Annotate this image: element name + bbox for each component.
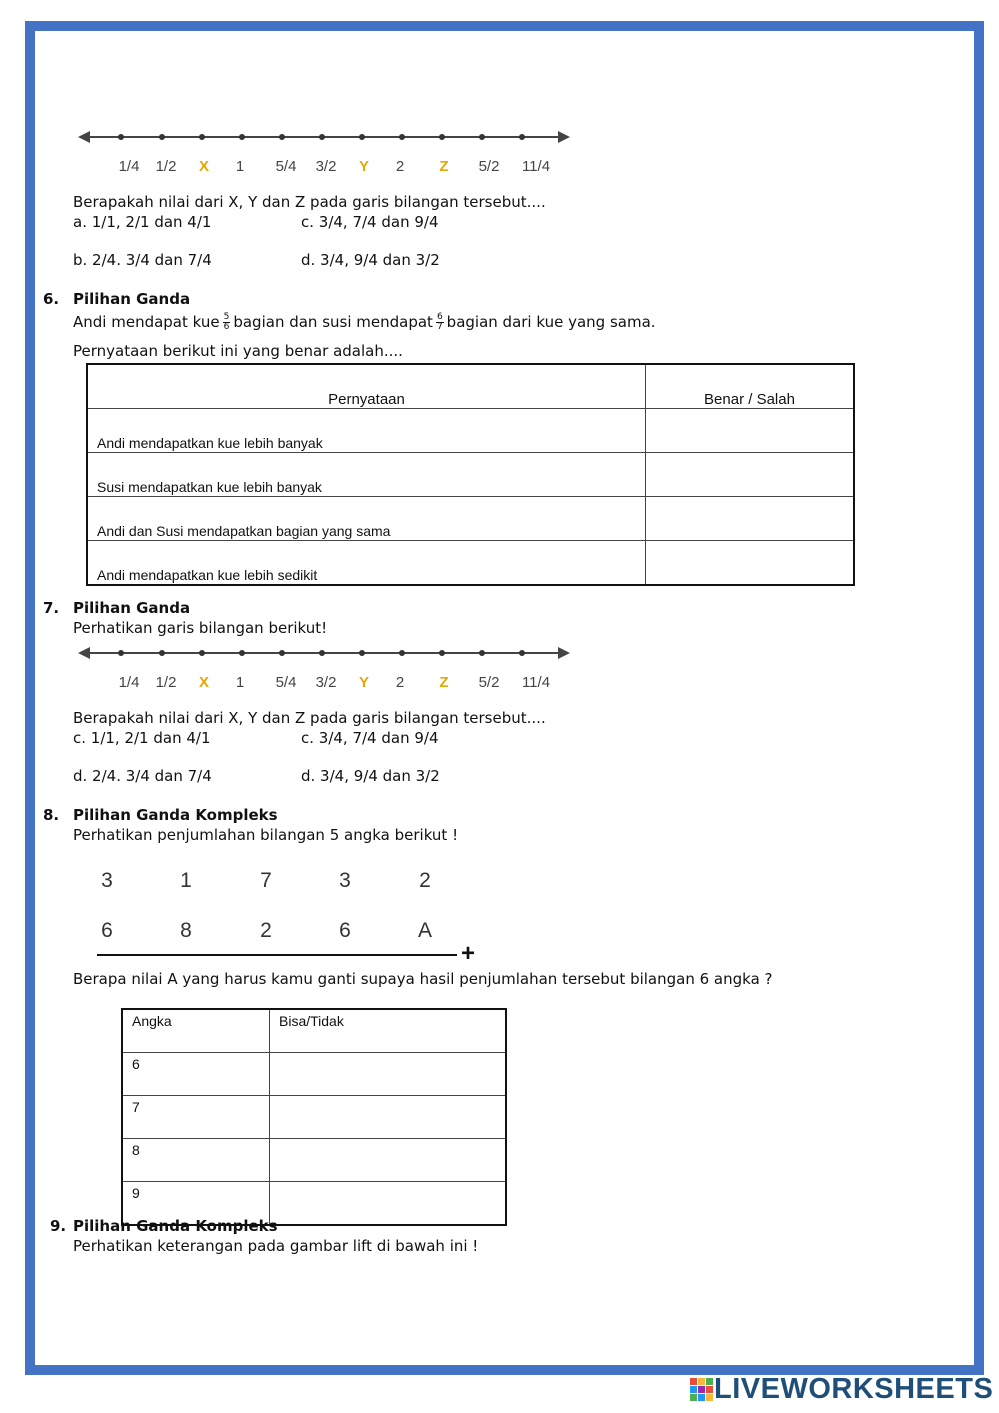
liveworksheets-logo bbox=[690, 1373, 993, 1406]
number-line-label: 5/2 bbox=[478, 674, 500, 691]
statement-cell: Andi mendapatkan kue lebih banyak bbox=[87, 409, 646, 453]
number-line-label: 11/4 bbox=[521, 674, 551, 691]
number-line-label: 1 bbox=[235, 158, 245, 175]
statement-cell: Andi dan Susi mendapatkan bagian yang sama bbox=[87, 497, 646, 541]
header-benar-salah: Benar / Salah bbox=[646, 364, 855, 409]
table-row bbox=[122, 1096, 506, 1139]
q6-text-2: bagian dan susi mendapat bbox=[233, 313, 433, 331]
answer-cell[interactable] bbox=[646, 409, 855, 453]
q9-number: 9. bbox=[50, 1217, 67, 1235]
addend2-digit-A: A bbox=[417, 919, 433, 942]
table-row bbox=[87, 453, 854, 497]
q7-instruction: Perhatikan garis bilangan berikut! bbox=[73, 619, 328, 637]
q6-statement bbox=[73, 308, 656, 336]
q8-number: 8. bbox=[43, 806, 60, 824]
addend1-digit-1: 3 bbox=[101, 869, 113, 892]
digit-cell: 8 bbox=[122, 1139, 270, 1182]
answer-cell[interactable] bbox=[270, 1182, 507, 1226]
number-line-label: 5/4 bbox=[275, 158, 297, 175]
table-row bbox=[122, 1053, 506, 1096]
addend2-digit-3: 2 bbox=[260, 919, 272, 942]
table-header-row bbox=[87, 364, 854, 409]
number-line-label: 1 bbox=[235, 674, 245, 691]
q6-prompt: Pernyataan berikut ini yang benar adalah.... bbox=[73, 342, 403, 360]
q5-question: Berapakah nilai dari X, Y dan Z pada garis bilangan tersebut.... bbox=[73, 193, 546, 211]
statement-cell: Andi mendapatkan kue lebih sedikit bbox=[87, 541, 646, 586]
number-line-label: 2 bbox=[395, 158, 405, 175]
number-line-label: 1/4 bbox=[118, 158, 140, 175]
q7-question: Berapakah nilai dari X, Y dan Z pada garis bilangan tersebut.... bbox=[73, 709, 546, 727]
answer-cell[interactable] bbox=[646, 453, 855, 497]
answer-cell[interactable] bbox=[270, 1139, 507, 1182]
q5-option-b[interactable]: b. 2/4. 3/4 dan 7/4 bbox=[73, 251, 212, 269]
number-line-label: Y bbox=[358, 674, 370, 691]
q8-type: Pilihan Ganda Kompleks bbox=[73, 806, 278, 824]
table-row bbox=[87, 409, 854, 453]
number-line-label: Z bbox=[439, 674, 449, 691]
number-line-label: 2 bbox=[395, 674, 405, 691]
q7-option-d2[interactable]: d. 3/4, 9/4 dan 3/2 bbox=[301, 767, 440, 785]
q6-text-3: bagian dari kue yang sama. bbox=[446, 313, 656, 331]
answer-cell[interactable] bbox=[270, 1053, 507, 1096]
number-line-label: Y bbox=[358, 158, 370, 175]
q7-option-c[interactable]: c. 1/1, 2/1 dan 4/1 bbox=[73, 729, 211, 747]
table-row bbox=[87, 541, 854, 586]
number-line-label: 3/2 bbox=[315, 674, 337, 691]
digit-cell: 6 bbox=[122, 1053, 270, 1096]
number-line-label: X bbox=[198, 158, 210, 175]
addend1-digit-2: 1 bbox=[180, 869, 192, 892]
header-bisa-tidak: Bisa/Tidak bbox=[270, 1009, 507, 1053]
q6-type: Pilihan Ganda bbox=[73, 290, 191, 308]
answer-cell[interactable] bbox=[270, 1096, 507, 1139]
addend1-digit-4: 3 bbox=[339, 869, 351, 892]
number-line-label: 1/2 bbox=[155, 674, 177, 691]
addend1-digit-3: 7 bbox=[260, 869, 272, 892]
number-line-2 bbox=[76, 640, 576, 666]
number-line-label: 5/4 bbox=[275, 674, 297, 691]
number-line-label: 3/2 bbox=[315, 158, 337, 175]
q7-number: 7. bbox=[43, 599, 60, 617]
addend2-digit-4: 6 bbox=[339, 919, 351, 942]
q8-instruction: Perhatikan penjumlahan bilangan 5 angka berikut ! bbox=[73, 826, 459, 844]
q5-option-c[interactable]: c. 3/4, 7/4 dan 9/4 bbox=[301, 213, 439, 231]
q7-type: Pilihan Ganda bbox=[73, 599, 191, 617]
table-row bbox=[87, 497, 854, 541]
q9-type: Pilihan Ganda Kompleks bbox=[73, 1217, 278, 1235]
q6-statement-table bbox=[86, 363, 855, 586]
liveworksheets-logo-icon bbox=[690, 1378, 714, 1402]
q6-number: 6. bbox=[43, 290, 60, 308]
digit-cell: 7 bbox=[122, 1096, 270, 1139]
sum-line bbox=[97, 954, 457, 956]
plus-sign: + bbox=[461, 940, 476, 967]
answer-cell[interactable] bbox=[646, 497, 855, 541]
q5-option-a[interactable]: a. 1/1, 2/1 dan 4/1 bbox=[73, 213, 212, 231]
q5-option-d[interactable]: d. 3/4, 9/4 dan 3/2 bbox=[301, 251, 440, 269]
brand-name: LIVEWORKSHEETS bbox=[714, 1373, 994, 1405]
table-row bbox=[122, 1139, 506, 1182]
number-line-label: 11/4 bbox=[521, 158, 551, 175]
statement-cell: Susi mendapatkan kue lebih banyak bbox=[87, 453, 646, 497]
number-line-label: Z bbox=[439, 158, 449, 175]
number-line-1-labels bbox=[0, 158, 999, 178]
fraction-six-sevenths: $\frac{6}{7}$ bbox=[436, 312, 443, 332]
q6-text-1: Andi mendapat kue bbox=[73, 313, 220, 331]
number-line-label: 1/4 bbox=[118, 674, 140, 691]
q7-option-c2[interactable]: c. 3/4, 7/4 dan 9/4 bbox=[301, 729, 439, 747]
header-angka: Angka bbox=[122, 1009, 270, 1053]
number-line-2-labels bbox=[0, 674, 999, 694]
fraction-five-sixths: $\frac{5}{6}$ bbox=[223, 312, 230, 332]
q8-question: Berapa nilai A yang harus kamu ganti supaya hasil penjumlahan tersebut bilangan 6 angka ? bbox=[73, 970, 773, 988]
q9-instruction: Perhatikan keterangan pada gambar lift di bawah ini ! bbox=[73, 1237, 479, 1255]
number-line-label: 1/2 bbox=[155, 158, 177, 175]
number-line-1 bbox=[76, 124, 576, 150]
answer-cell[interactable] bbox=[646, 541, 855, 586]
q7-option-d[interactable]: d. 2/4. 3/4 dan 7/4 bbox=[73, 767, 212, 785]
digit-cell: 9 bbox=[122, 1182, 270, 1226]
header-pernyataan: Pernyataan bbox=[87, 364, 646, 409]
addend2-digit-2: 8 bbox=[180, 919, 192, 942]
table-header-row bbox=[122, 1009, 506, 1053]
addend1-digit-5: 2 bbox=[419, 869, 431, 892]
addend2-digit-1: 6 bbox=[101, 919, 113, 942]
q8-answer-table bbox=[121, 1008, 507, 1226]
number-line-label: X bbox=[198, 674, 210, 691]
number-line-label: 5/2 bbox=[478, 158, 500, 175]
